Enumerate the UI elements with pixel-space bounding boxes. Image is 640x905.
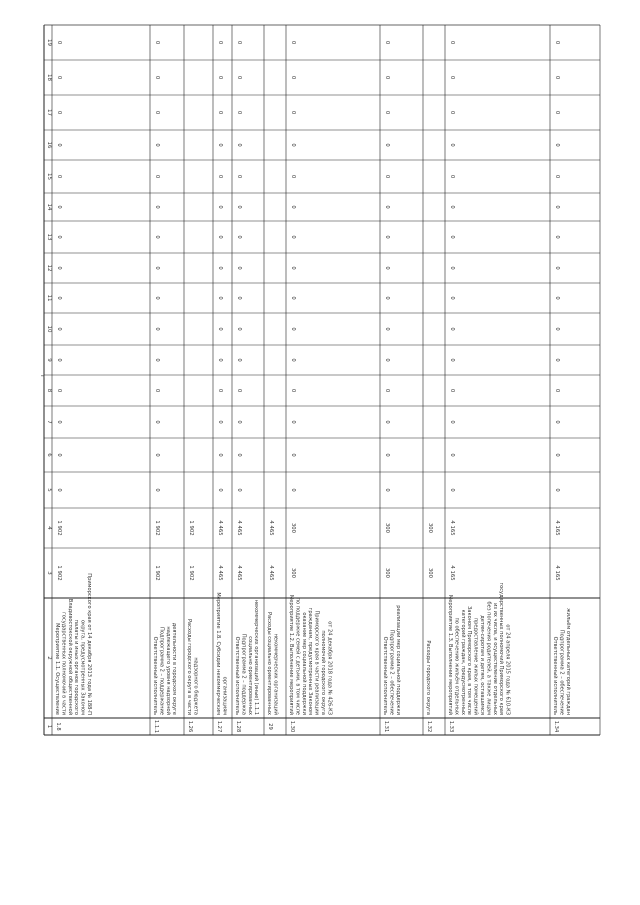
row-value: 0 xyxy=(56,327,62,331)
row-label-line: государственных полномочий Приморского края xyxy=(498,582,505,715)
row-value: 0 xyxy=(154,296,160,300)
row-value: 0 xyxy=(236,358,242,362)
row-value: 0 xyxy=(554,420,560,424)
row-value: 0 xyxy=(217,296,223,300)
row-label-line: Ответственный исполнитель xyxy=(552,636,558,715)
row-label-line: Расходы городского округа в части xyxy=(186,618,192,715)
row-value: 0 xyxy=(154,174,160,179)
row-label-line: организациям xyxy=(221,676,228,715)
row-label-line: Приморского края в части реализации xyxy=(313,610,320,715)
row-label-line: надзорного бюджета xyxy=(192,657,199,715)
row-value: 0 xyxy=(236,420,242,424)
page-marker: r xyxy=(39,375,46,378)
row-label-line: государственных полномочий в части xyxy=(60,612,67,715)
row-value: 4 165 xyxy=(554,565,560,581)
row-value: 0 xyxy=(384,296,390,300)
row-value: 300 xyxy=(384,522,390,534)
row-value: 0 xyxy=(554,174,560,179)
row-label-line: Подпрограмма 2 – поддержание xyxy=(158,627,165,715)
row-label-line: Приморского края от 14 декабря 2013 года № 188-П xyxy=(86,573,92,715)
row-value: 300 xyxy=(290,522,296,534)
row-value: 4 465 xyxy=(268,565,274,581)
row-value: 0 xyxy=(384,453,390,457)
row-value: 1 902 xyxy=(56,520,62,536)
row-label-line: реализации мер социальной поддержки xyxy=(394,605,401,715)
header-column-number: 17 xyxy=(46,109,52,116)
row-value: 0 xyxy=(290,266,296,270)
row-value: 0 xyxy=(554,205,560,209)
row-value: 0 xyxy=(449,488,455,492)
row-value: 0 xyxy=(449,388,455,393)
row-value: 0 xyxy=(384,266,390,270)
row-id: 1.30 xyxy=(289,720,295,733)
row-value: 1 902 xyxy=(154,520,160,536)
row-label-line: Расходы городского округа xyxy=(425,640,431,715)
row-value: 0 xyxy=(449,420,455,424)
row-value: 0 xyxy=(154,205,160,209)
row-value: 4 465 xyxy=(217,565,223,581)
row-value: 0 xyxy=(554,388,560,393)
header-column-number: 5 xyxy=(46,488,52,492)
row-value: 0 xyxy=(154,327,160,331)
row-value: 0 xyxy=(384,388,390,393)
row-value: 0 xyxy=(449,174,455,179)
row-value: 0 xyxy=(154,143,160,147)
row-value: 0 xyxy=(384,488,390,492)
row-value: 0 xyxy=(217,174,223,179)
row-value: 1 902 xyxy=(56,565,62,581)
row-value: 0 xyxy=(236,453,242,457)
row-value: 0 xyxy=(290,420,296,424)
row-value: 0 xyxy=(554,358,560,362)
row-value: 0 xyxy=(217,235,223,239)
row-value: 0 xyxy=(154,75,160,80)
row-value: 1 902 xyxy=(154,565,160,581)
row-label-line: Ответственный исполнитель xyxy=(234,636,240,715)
row-value: 0 xyxy=(56,388,62,393)
row-value: 0 xyxy=(290,453,296,457)
row-label-line: палаты и иных органов городского xyxy=(73,619,80,715)
row-value: 0 xyxy=(384,174,390,179)
row-value: 0 xyxy=(290,235,296,239)
row-value: 0 xyxy=(236,40,242,45)
header-column-number: 15 xyxy=(46,173,52,180)
row-value: 0 xyxy=(56,296,62,300)
row-label-line: Мероприятие 1.2. Выполнение мероприятий xyxy=(288,594,294,715)
row-label-line: от 24 апреля 2015 года № 610-КЗ xyxy=(504,624,511,715)
row-value: 4 165 xyxy=(449,565,455,581)
row-label-line: Владивостокской окружной общественной xyxy=(66,598,73,715)
row-value: 4 165 xyxy=(449,520,455,536)
row-id: 1.32 xyxy=(426,720,432,733)
row-value: 0 xyxy=(56,266,62,270)
row-value: 0 xyxy=(449,358,455,362)
row-value: 0 xyxy=(554,453,560,457)
row-value: 0 xyxy=(154,266,160,270)
row-value: 0 xyxy=(236,174,242,179)
header-column-number: 3 xyxy=(46,571,52,575)
header-column-number: 19 xyxy=(46,39,52,46)
row-value: 0 xyxy=(217,40,223,45)
row-value: 0 xyxy=(56,205,62,209)
row-label-line: Законом Приморского края, в том числе xyxy=(466,606,473,715)
row-value: 0 xyxy=(217,420,223,424)
row-value: 0 xyxy=(290,327,296,331)
row-label-line: предоставление жилых помещений xyxy=(472,617,479,715)
row-value: 0 xyxy=(290,75,296,80)
row-value: 300 xyxy=(427,567,433,579)
row-value: 0 xyxy=(384,110,390,115)
header-column-number: 13 xyxy=(46,233,52,241)
row-value: 0 xyxy=(236,75,242,80)
header-column-number: 16 xyxy=(46,141,52,149)
row-value: 0 xyxy=(154,388,160,393)
row-label-line: социально ориентированных xyxy=(246,636,253,715)
header-column-number: 8 xyxy=(46,388,52,393)
row-value: 0 xyxy=(384,358,390,362)
row-id: 1.8 xyxy=(55,722,61,731)
header-column-number: 10 xyxy=(46,325,52,333)
row-value: 0 xyxy=(217,75,223,80)
row-value: 4 465 xyxy=(236,565,242,581)
row-value: 0 xyxy=(290,388,296,393)
row-label-line: из их числа, и осуществление отдельных xyxy=(491,602,498,715)
row-value: 0 xyxy=(217,205,223,209)
row-label-line: полномочий городского округа xyxy=(320,630,326,715)
row-label-line: оказание мер социальной поддержки xyxy=(300,612,307,715)
row-value: 0 xyxy=(384,40,390,45)
row-value: 0 xyxy=(449,327,455,331)
row-value: 0 xyxy=(554,488,560,492)
row-label-line: без попечения родителей, а также лицам xyxy=(485,601,492,715)
row-id: 29 xyxy=(267,723,273,730)
row-value: 0 xyxy=(554,327,560,331)
row-value: 0 xyxy=(449,205,455,209)
row-value: 4 465 xyxy=(217,520,223,536)
row-value: 0 xyxy=(56,235,62,239)
row-id: 1.1.1 xyxy=(153,719,159,734)
row-label-line: по обеспечению жильём отдельных xyxy=(453,617,460,715)
header-column-number: 1 xyxy=(46,724,52,729)
row-value: 0 xyxy=(554,110,560,115)
row-label-line: надлежащего уровня надзорной xyxy=(164,626,171,715)
row-label-line: гражданам, предусмотренных Законом xyxy=(307,607,314,715)
row-value: 0 xyxy=(217,110,223,115)
row-value: 0 xyxy=(154,358,160,362)
row-id: 1.33 xyxy=(448,720,454,733)
row-value: 0 xyxy=(449,143,455,147)
header-column-number: 4 xyxy=(46,526,52,530)
row-id: 1.28 xyxy=(235,720,241,733)
row-label-line: некоммерческих организаций (иные) 1.1.1 xyxy=(253,599,260,715)
row-value: 0 xyxy=(56,358,62,362)
row-value: 0 xyxy=(56,75,62,80)
row-value: 0 xyxy=(236,296,242,300)
header-column-number: 9 xyxy=(46,358,52,362)
row-value: 0 xyxy=(290,40,296,45)
row-label-line: Расходы социально ориентированных xyxy=(266,612,272,715)
row-value: 0 xyxy=(554,75,560,80)
header-column-number: 6 xyxy=(46,453,52,457)
row-label-line: по поддержке семей с детьми, в том числе xyxy=(294,597,301,715)
row-value: 0 xyxy=(236,143,242,147)
row-value: 0 xyxy=(217,453,223,457)
row-value: 0 xyxy=(384,205,390,209)
row-value: 0 xyxy=(236,235,242,239)
header-column-number: 14 xyxy=(46,203,52,211)
row-value: 0 xyxy=(236,110,242,115)
row-value: 0 xyxy=(554,296,560,300)
header-column-number: 11 xyxy=(46,294,52,302)
row-value: 0 xyxy=(217,266,223,270)
row-value: 0 xyxy=(449,296,455,300)
row-value: 0 xyxy=(384,420,390,424)
row-value: 0 xyxy=(217,327,223,331)
row-value: 300 xyxy=(290,567,296,579)
row-label-line: Мероприятие 1.1. Осуществление xyxy=(54,623,60,715)
row-value: 4 465 xyxy=(236,520,242,536)
row-label-line: Ответственный исполнитель xyxy=(382,636,388,715)
row-value: 0 xyxy=(56,453,62,457)
row-value: 0 xyxy=(290,143,296,147)
row-value: 0 xyxy=(384,75,390,80)
row-value: 0 xyxy=(236,205,242,209)
row-value: 0 xyxy=(236,266,242,270)
row-value: 0 xyxy=(154,40,160,45)
row-label-line: Ответственный исполнитель xyxy=(152,636,158,715)
row-id: 1.27 xyxy=(216,720,222,733)
row-value: 0 xyxy=(56,420,62,424)
row-label-line: Подпрограмма 2 – поддержка xyxy=(240,633,247,715)
row-value: 0 xyxy=(449,235,455,239)
row-value: 0 xyxy=(217,358,223,362)
row-value: 0 xyxy=(236,488,242,492)
row-value: 0 xyxy=(154,110,160,115)
row-value: 0 xyxy=(236,388,242,393)
row-label-line: Подпрограмма 2 – обеспечение xyxy=(388,629,395,715)
row-value: 0 xyxy=(449,453,455,457)
row-value: 1 902 xyxy=(188,520,194,536)
row-value: 0 xyxy=(56,110,62,115)
row-value: 0 xyxy=(449,110,455,115)
row-label-line: жильём отдельных категорий граждан xyxy=(564,608,571,715)
row-label-line: детям-сиротам и детям, оставшимся xyxy=(479,615,485,715)
row-value: 0 xyxy=(217,488,223,492)
row-value: 0 xyxy=(56,40,62,45)
header-column-number: 2 xyxy=(46,656,52,660)
row-value: 300 xyxy=(384,567,390,579)
row-value: 300 xyxy=(427,522,433,534)
row-id: 1.26 xyxy=(187,720,193,733)
row-value: 0 xyxy=(290,358,296,362)
row-value: 0 xyxy=(56,488,62,492)
header-column-number: 12 xyxy=(46,264,52,272)
row-value: 0 xyxy=(554,40,560,45)
row-value: 0 xyxy=(217,143,223,147)
row-label-line: округа, предусмотренных Законом xyxy=(79,620,86,715)
row-value: 0 xyxy=(290,205,296,209)
row-label-line: от 24 декабря 2018 года № 426-КЗ xyxy=(326,621,333,715)
row-value: 0 xyxy=(217,388,223,393)
row-value: 0 xyxy=(154,420,160,424)
row-value: 0 xyxy=(449,75,455,80)
row-label-line: Подпрограмма 2 – обеспечение xyxy=(558,629,565,715)
row-value: 0 xyxy=(384,327,390,331)
row-id: 1.31 xyxy=(383,720,389,733)
header-column-number: 7 xyxy=(46,420,52,424)
row-value: 0 xyxy=(290,110,296,115)
row-value: 4 165 xyxy=(554,520,560,536)
row-label-line: категорий граждан, предусмотренных xyxy=(459,609,466,715)
row-value: 0 xyxy=(236,327,242,331)
row-value: 0 xyxy=(554,143,560,147)
row-value: 0 xyxy=(554,235,560,239)
row-value: 4 465 xyxy=(268,520,274,536)
row-value: 0 xyxy=(154,453,160,457)
row-value: 0 xyxy=(449,40,455,45)
row-value: 0 xyxy=(449,266,455,270)
row-value: 0 xyxy=(154,488,160,492)
row-value: 0 xyxy=(384,235,390,239)
row-value: 0 xyxy=(554,266,560,270)
row-label-line: Мероприятие 1.8. Субсидии некоммерческим xyxy=(215,592,221,715)
row-value: 0 xyxy=(290,488,296,492)
row-value: 0 xyxy=(290,296,296,300)
table-grid xyxy=(44,25,600,735)
row-value: 0 xyxy=(56,174,62,179)
header-column-number: 18 xyxy=(46,74,52,81)
row-value: 0 xyxy=(290,174,296,179)
row-label-line: Мероприятие 1.3. Выполнение мероприятий xyxy=(447,594,453,715)
table-text xyxy=(46,39,572,733)
row-value: 0 xyxy=(384,143,390,147)
row-label-line: деятельности в городском округе xyxy=(171,622,178,715)
row-value: 0 xyxy=(154,235,160,239)
row-value: 1 902 xyxy=(188,565,194,581)
row-label-line: некоммерческих организаций xyxy=(272,633,279,715)
row-value: 0 xyxy=(56,143,62,147)
row-id: 1.34 xyxy=(553,720,559,733)
